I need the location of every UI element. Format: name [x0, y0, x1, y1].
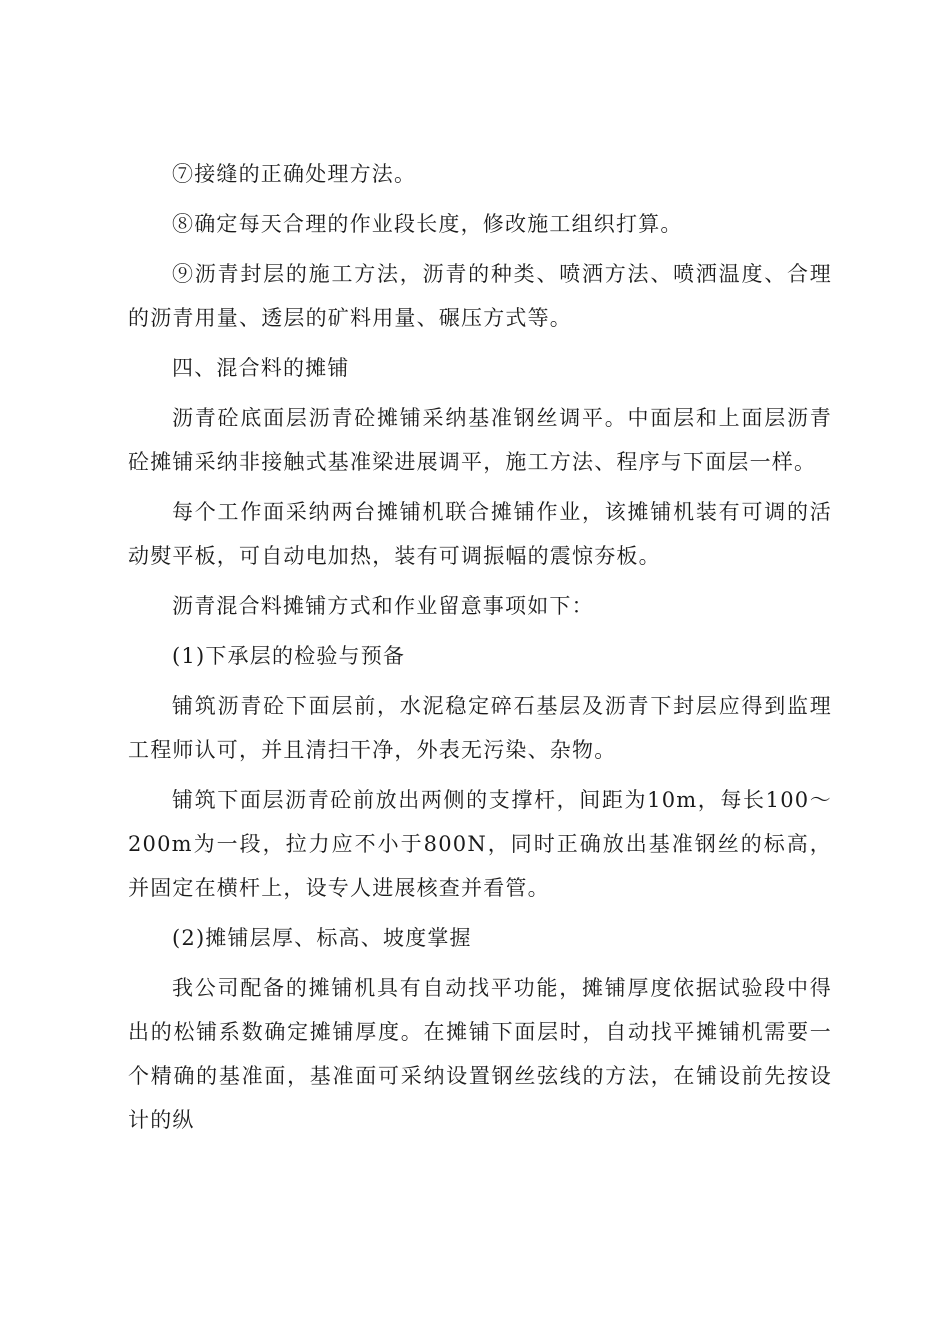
- paragraph-leveling-method: 沥青砼底面层沥青砼摊铺采纳基准钢丝调平。中面层和上面层沥青砼摊铺采纳非接触式基准梁进展调平，施工方法、程序与下面层一样。: [128, 406, 832, 474]
- document-body: [128, 152, 832, 1142]
- paragraph-auto-leveling: 我公司配备的摊铺机具有自动找平功能，摊铺厚度依据试验段中得出的松铺系数确定摊铺厚度。在摊铺下面层时，自动找平摊铺机需要一个精确的基准面，基准面可采纳设置钢丝弦线的方法，在铺设前先按设计的纵: [128, 976, 832, 1132]
- paragraph-seal-coat-method: ⑨沥青封层的施工方法，沥青的种类、喷洒方法、喷洒温度、合理的沥青用量、透层的矿料用量、碾压方式等。: [128, 262, 832, 330]
- paragraph-paving-notes-intro: 沥青混合料摊铺方式和作业留意事项如下：: [172, 594, 594, 618]
- subheading-thickness-control: (2)摊铺层厚、标高、坡度掌握: [172, 926, 472, 950]
- paragraph-support-poles: 铺筑下面层沥青砼前放出两侧的支撑杆，间距为10m，每长100～200m为一段，拉力应不小于800N，同时正确放出基准钢丝的标高，并固定在横杆上，设专人进展核查并看管。: [128, 788, 832, 900]
- section-heading-paving: 四、混合料的摊铺: [172, 356, 350, 380]
- subheading-base-inspection: (1)下承层的检验与预备: [172, 644, 406, 668]
- paragraph-base-approval: 铺筑沥青砼下面层前，水泥稳定碎石基层及沥青下封层应得到监理工程师认可，并且清扫干净，外表无污染、杂物。: [128, 694, 832, 762]
- paragraph-joint-treatment: ⑦接缝的正确处理方法。: [172, 162, 417, 186]
- paragraph-work-section-length: ⑧确定每天合理的作业段长度，修改施工组织打算。: [172, 212, 683, 236]
- paragraph-paver-setup: 每个工作面采纳两台摊铺机联合摊铺作业，该摊铺机装有可调的活动熨平板，可自动电加热，装有可调振幅的震惊夯板。: [128, 500, 832, 568]
